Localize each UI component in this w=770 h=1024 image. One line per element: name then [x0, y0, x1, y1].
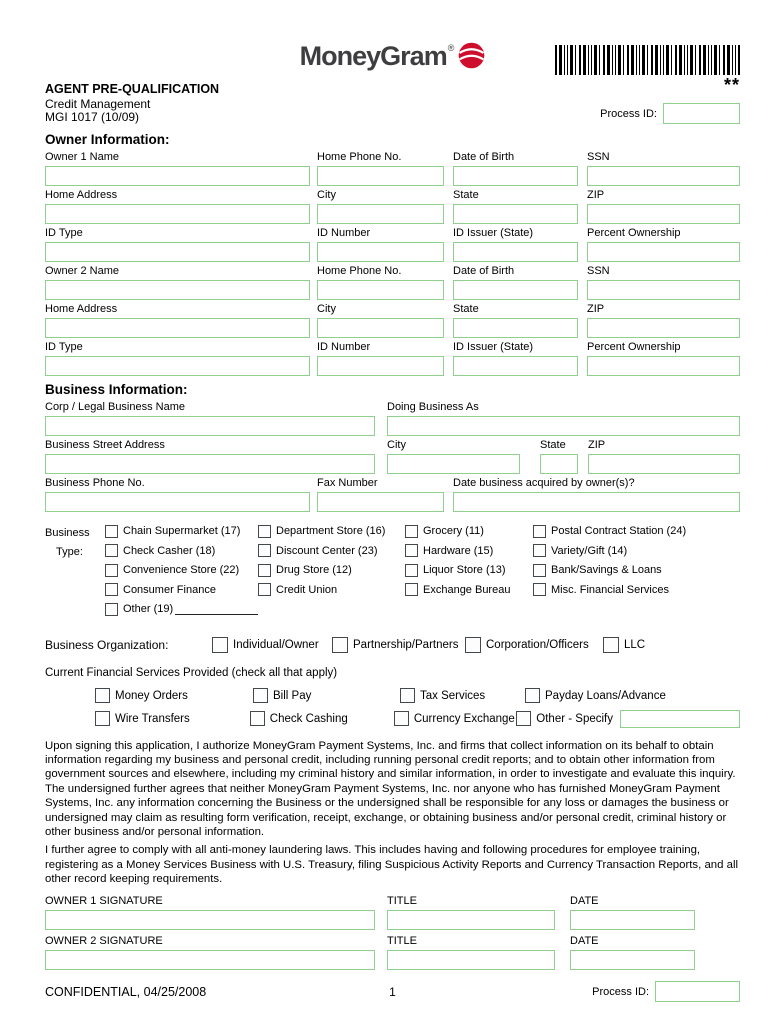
checkbox-label: Variety/Gift (14) — [551, 544, 628, 557]
page-number: 1 — [389, 984, 396, 999]
field-owner2-id-issuer — [453, 341, 578, 376]
owner2-id-type-input[interactable] — [45, 356, 310, 376]
field-owner1-home-phone — [317, 151, 444, 186]
field-label: Corp / Legal Business Name — [45, 401, 186, 413]
owner1-row-name — [45, 151, 740, 186]
field-label: Fax Number — [317, 477, 378, 489]
checkbox-label: Bank/Savings & Loans — [551, 564, 662, 576]
checkbox-label: LLC — [624, 638, 646, 651]
checkbox[interactable] — [105, 525, 118, 538]
checkbox-label: Other (19) — [123, 603, 174, 615]
owner-section-title: Owner Information: — [45, 132, 170, 147]
owner2-city-input[interactable] — [317, 318, 444, 338]
checkbox-label: Payday Loans/Advance — [545, 689, 666, 702]
business-type-label-line1: Business — [45, 527, 90, 539]
owner1-id-number-input[interactable] — [317, 242, 444, 262]
org-corporation-officers[interactable] — [465, 637, 603, 653]
doing-business-as-input[interactable] — [387, 416, 740, 436]
business-type-postal-contract-station[interactable] — [533, 524, 740, 538]
business-type-label — [45, 524, 105, 622]
field-owner1-dob — [453, 151, 578, 186]
field-label: Owner 2 Name — [45, 265, 119, 277]
barcode-caption: ** — [723, 75, 740, 95]
business-type-chain-supermarket[interactable] — [105, 524, 258, 538]
owner2-id-number-input[interactable] — [317, 356, 444, 376]
field-label: ID Type — [45, 227, 83, 239]
checkbox-label: Discount Center (23) — [276, 544, 378, 557]
field-label: ID Type — [45, 341, 83, 353]
owner2-home-address-input[interactable] — [45, 318, 310, 338]
checkbox-label: Hardware (15) — [423, 544, 494, 557]
checkbox[interactable] — [332, 637, 348, 653]
field-label: Date of Birth — [453, 265, 515, 277]
checkbox-label: Chain Supermarket (17) — [123, 525, 241, 537]
barcode-block — [555, 45, 740, 95]
field-label: ID Number — [317, 227, 371, 239]
field-owner2-dob — [453, 265, 578, 300]
business-type-hardware[interactable] — [405, 544, 533, 558]
field-label: Percent Ownership — [587, 227, 681, 239]
legal-paragraph-2: I further agree to comply with all anti-money laundering laws. This includes having and following procedures for employee training, registering as a Money Services Business with U.S. Treasury, filing Suspicious Activity Reports and Currency Transaction Reports, and all other record keeping requirements. — [45, 844, 739, 886]
checkbox[interactable] — [105, 564, 118, 577]
business-city-input[interactable] — [387, 454, 520, 474]
field-label: DATE — [570, 934, 599, 947]
checkbox[interactable] — [533, 544, 546, 557]
field-label: TITLE — [387, 934, 417, 947]
field-owner2-home-address — [45, 303, 310, 338]
owner2-name-input[interactable] — [45, 280, 310, 300]
field-label: State — [540, 439, 566, 451]
owner2-row-address — [45, 303, 740, 338]
field-label: Owner 1 Name — [45, 151, 119, 163]
checkbox-label: Currency Exchange — [413, 712, 515, 725]
process-id-top — [600, 103, 740, 124]
field-owner2-id-number — [317, 341, 444, 376]
process-id-top-input[interactable] — [663, 103, 740, 124]
field-label: ID Issuer (State) — [453, 341, 534, 353]
checkbox[interactable] — [95, 711, 110, 726]
checkbox[interactable] — [533, 564, 546, 577]
field-owner2-id-type — [45, 341, 310, 376]
field-owner2-title — [387, 935, 555, 970]
field-label: Date of Birth — [453, 151, 515, 163]
owner1-id-issuer-input[interactable] — [453, 242, 578, 262]
field-owner2-name — [45, 265, 310, 300]
fax-number-input[interactable] — [317, 492, 444, 512]
owner1-home-address-input[interactable] — [45, 204, 310, 224]
business-type-drug-store[interactable] — [258, 563, 405, 577]
owner2-signature-input[interactable] — [45, 950, 375, 970]
business-row-address — [45, 439, 740, 474]
legal-text — [45, 739, 740, 887]
checkbox[interactable] — [258, 583, 271, 596]
financial-services-row-1 — [45, 687, 740, 705]
business-phone-input[interactable] — [45, 492, 310, 512]
field-label: SSN — [587, 265, 610, 277]
checkbox[interactable] — [533, 525, 546, 538]
svc-payday-loans-advance[interactable] — [525, 688, 740, 703]
business-type-column-3 — [405, 524, 533, 622]
business-type-column-2 — [258, 524, 405, 622]
field-label: Business Street Address — [45, 439, 165, 451]
field-business-state — [540, 439, 578, 474]
field-label: City — [317, 189, 336, 201]
logo-text: MoneyGram — [299, 41, 447, 71]
checkbox-label: Postal Contract Station (24) — [551, 525, 687, 537]
field-label: City — [387, 439, 406, 451]
checkbox[interactable] — [603, 637, 619, 653]
field-label: Percent Ownership — [587, 341, 681, 353]
checkbox-label: Exchange Bureau — [423, 583, 511, 596]
field-owner2-ssn — [587, 265, 740, 300]
checkbox[interactable] — [394, 711, 409, 726]
svc-bill-pay[interactable] — [253, 688, 400, 703]
owner2-id-issuer-input[interactable] — [453, 356, 578, 376]
form-subtitle: Credit Management — [45, 97, 151, 111]
field-owner2-date — [570, 935, 695, 970]
owner2-state-input[interactable] — [453, 318, 578, 338]
field-owner2-city — [317, 303, 444, 338]
field-owner1-id-issuer — [453, 227, 578, 262]
field-owner2-signature — [45, 935, 375, 970]
business-type-other[interactable] — [105, 602, 258, 616]
checkbox-label: Department Store (16) — [276, 525, 386, 537]
business-section-title: Business Information: — [45, 382, 188, 397]
field-owner1-title — [387, 895, 555, 930]
field-label: Home Phone No. — [317, 151, 402, 163]
field-label: OWNER 1 SIGNATURE — [45, 894, 163, 907]
business-type-exchange-bureau[interactable] — [405, 583, 533, 597]
checkbox[interactable] — [250, 711, 265, 726]
owner2-title-input[interactable] — [387, 950, 555, 970]
business-state-input[interactable] — [540, 454, 578, 474]
field-label: Date business acquired by owner(s)? — [453, 477, 635, 489]
checkbox-label: Partnership/Partners — [353, 638, 459, 651]
form-title: AGENT PRE-QUALIFICATION — [45, 82, 220, 96]
field-label: OWNER 2 SIGNATURE — [45, 934, 163, 947]
checkbox-label: Corporation/Officers — [486, 638, 589, 651]
checkbox-label: Drug Store (12) — [276, 564, 352, 576]
business-type-grocery[interactable] — [405, 524, 533, 538]
svc-currency-exchange[interactable] — [394, 711, 516, 726]
field-owner2-home-phone — [317, 265, 444, 300]
owner2-percent-ownership-input[interactable] — [587, 356, 740, 376]
checkbox[interactable] — [258, 544, 271, 557]
owner1-ssn-input[interactable] — [587, 166, 740, 186]
owner2-home-phone-input[interactable] — [317, 280, 444, 300]
owner2-ssn-input[interactable] — [587, 280, 740, 300]
business-type-section — [45, 524, 740, 622]
field-owner1-home-address — [45, 189, 310, 224]
checkbox[interactable] — [405, 525, 418, 538]
svc-tax-services[interactable] — [400, 688, 525, 703]
owner1-title-input[interactable] — [387, 910, 555, 930]
owner1-id-type-input[interactable] — [45, 242, 310, 262]
field-label: State — [453, 303, 479, 315]
page-footer — [45, 981, 740, 1002]
field-owner1-date — [570, 895, 695, 930]
checkbox[interactable] — [105, 603, 118, 616]
registered-mark: ® — [447, 43, 455, 53]
owner1-date-input[interactable] — [570, 910, 695, 930]
business-organization-row — [45, 636, 740, 654]
checkbox[interactable] — [105, 583, 118, 596]
signature-row-owner1 — [45, 895, 740, 930]
checkbox[interactable] — [258, 564, 271, 577]
field-owner1-percent-ownership — [587, 227, 740, 262]
svc-money-orders[interactable] — [95, 688, 253, 703]
checkbox[interactable] — [405, 544, 418, 557]
checkbox[interactable] — [400, 688, 415, 703]
field-owner1-zip — [587, 189, 740, 224]
owner1-row-address — [45, 189, 740, 224]
field-label: Home Phone No. — [317, 265, 402, 277]
owner1-state-input[interactable] — [453, 204, 578, 224]
owner1-city-input[interactable] — [317, 204, 444, 224]
business-type-bank-savings-loans[interactable] — [533, 563, 740, 577]
signature-row-owner2 — [45, 935, 740, 970]
process-id-bottom-input[interactable] — [655, 981, 740, 1002]
owner1-percent-ownership-input[interactable] — [587, 242, 740, 262]
field-fax-number — [317, 477, 444, 512]
field-label: Home Address — [45, 189, 118, 201]
owner1-row-id — [45, 227, 740, 262]
field-label: ID Number — [317, 341, 371, 353]
owner2-row-id — [45, 341, 740, 376]
field-business-phone — [45, 477, 310, 512]
field-doing-business-as — [387, 401, 740, 436]
org-llc[interactable] — [603, 637, 645, 653]
checkbox-label: Misc. Financial Services — [551, 583, 669, 596]
field-label: City — [317, 303, 336, 315]
business-row-phone — [45, 477, 740, 512]
field-label: ZIP — [587, 303, 605, 315]
financial-services-row-2 — [45, 709, 740, 729]
owner1-signature-input[interactable] — [45, 910, 375, 930]
checkbox[interactable] — [95, 688, 110, 703]
business-type-discount-center[interactable] — [258, 544, 405, 558]
checkbox-label: Wire Transfers — [115, 712, 190, 725]
checkbox-label: Money Orders — [115, 689, 188, 702]
checkbox[interactable] — [465, 637, 481, 653]
business-type-column-1 — [105, 524, 258, 622]
svc-other-specify[interactable] — [516, 710, 740, 728]
business-type-convenience-store[interactable] — [105, 563, 258, 577]
field-corp-legal-name — [45, 401, 375, 436]
corp-legal-business-name-input[interactable] — [45, 416, 375, 436]
checkbox-label: Individual/Owner — [233, 638, 319, 651]
owner1-zip-input[interactable] — [587, 204, 740, 224]
globe-icon — [458, 42, 485, 74]
svc-check-cashing[interactable] — [250, 711, 394, 726]
checkbox-label: Check Casher (18) — [123, 544, 216, 557]
business-type-consumer-finance[interactable] — [105, 583, 258, 597]
field-owner1-name — [45, 151, 310, 186]
checkbox-label: Bill Pay — [273, 689, 312, 702]
org-individual-owner[interactable] — [212, 637, 332, 653]
checkbox-label: Other - Specify — [536, 712, 613, 725]
checkbox[interactable] — [516, 711, 531, 726]
field-owner1-state — [453, 189, 578, 224]
process-id-label: Process ID: — [592, 985, 650, 998]
field-owner1-signature — [45, 895, 375, 930]
checkbox[interactable] — [533, 583, 546, 596]
other-write-in-line[interactable] — [175, 604, 258, 615]
business-type-department-store[interactable] — [258, 524, 405, 538]
field-owner1-id-type — [45, 227, 310, 262]
financial-services-label: Current Financial Services Provided (check all that apply) — [45, 666, 338, 679]
owner1-home-phone-input[interactable] — [317, 166, 444, 186]
field-label: Home Address — [45, 303, 118, 315]
field-label: SSN — [587, 151, 610, 163]
field-label: ZIP — [587, 189, 605, 201]
form-code: MGI 1017 (10/09) — [45, 110, 140, 124]
process-id-label: Process ID: — [600, 107, 657, 120]
checkbox[interactable] — [258, 525, 271, 538]
business-type-credit-union[interactable] — [258, 583, 405, 597]
owner1-dob-input[interactable] — [453, 166, 578, 186]
checkbox-label: Credit Union — [276, 583, 338, 596]
checkbox-label: Liquor Store (13) — [423, 564, 506, 576]
owner1-name-input[interactable] — [45, 166, 310, 186]
checkbox-label: Grocery (11) — [423, 525, 484, 537]
date-business-acquired-input[interactable] — [453, 492, 740, 512]
field-owner1-ssn — [587, 151, 740, 186]
business-type-misc-financial-services[interactable] — [533, 583, 740, 597]
business-street-address-input[interactable] — [45, 454, 375, 474]
business-row-names — [45, 401, 740, 436]
checkbox-label: Convenience Store (22) — [123, 564, 240, 576]
business-type-column-4 — [533, 524, 740, 622]
checkbox[interactable] — [212, 637, 228, 653]
other-specify-input[interactable] — [620, 710, 740, 728]
owner2-dob-input[interactable] — [453, 280, 578, 300]
business-type-check-casher[interactable] — [105, 544, 258, 558]
checkbox-label: Consumer Finance — [123, 583, 216, 596]
business-type-liquor-store[interactable] — [405, 563, 533, 577]
checkbox[interactable] — [253, 688, 268, 703]
field-owner1-id-number — [317, 227, 444, 262]
field-owner2-zip — [587, 303, 740, 338]
field-label: ID Issuer (State) — [453, 227, 534, 239]
field-owner2-state — [453, 303, 578, 338]
confidential-text: CONFIDENTIAL, 04/25/2008 — [45, 984, 207, 999]
checkbox[interactable] — [525, 688, 540, 703]
owner2-zip-input[interactable] — [587, 318, 740, 338]
field-label: Doing Business As — [387, 401, 479, 413]
owner2-row-name — [45, 265, 740, 300]
business-zip-input[interactable] — [588, 454, 740, 474]
field-owner2-percent-ownership — [587, 341, 740, 376]
business-organization-label: Business Organization: — [45, 637, 169, 652]
field-label: DATE — [570, 894, 599, 907]
checkbox-label: Check Cashing — [269, 712, 348, 725]
checkbox[interactable] — [405, 564, 418, 577]
field-business-zip — [588, 439, 740, 474]
business-type-variety-gift[interactable] — [533, 544, 740, 558]
field-business-city — [387, 439, 520, 474]
barcode — [555, 45, 740, 75]
checkbox[interactable] — [405, 583, 418, 596]
field-owner1-city — [317, 189, 444, 224]
field-business-street-address — [45, 439, 375, 474]
field-label: TITLE — [387, 894, 417, 907]
svc-wire-transfers[interactable] — [95, 711, 250, 726]
org-partnership-partners[interactable] — [332, 637, 465, 653]
legal-paragraph-1: Upon signing this application, I authorize MoneyGram Payment Systems, Inc. and firms that collect information on its behalf to obtain information regarding my business and personal credit, including running personal credit reports; and to obtain other information from government sources and elsewhere, including my criminal history and similar information, in order to investigate and evaluate this inquiry. The undersigned further agrees that neither MoneyGram Payment Systems, Inc. nor anyone who has furnished MoneyGram Payment Systems, Inc. any information concerning the Business or the undersigned shall be responsible for any loss or damages the business or undersigned may claim as resulting form verification, receipt, exchange, or obtaining business and/or personal credit, criminal history or other business and/or personal information. — [45, 739, 736, 838]
field-date-business-acquired — [453, 477, 740, 512]
field-label: Business Phone No. — [45, 477, 145, 489]
checkbox[interactable] — [105, 544, 118, 557]
field-label: State — [453, 189, 479, 201]
field-label: ZIP — [588, 439, 606, 451]
process-id-bottom — [508, 981, 740, 1002]
checkbox-label: Tax Services — [420, 689, 486, 702]
owner2-date-input[interactable] — [570, 950, 695, 970]
business-type-label-line2: Type: — [56, 546, 83, 558]
